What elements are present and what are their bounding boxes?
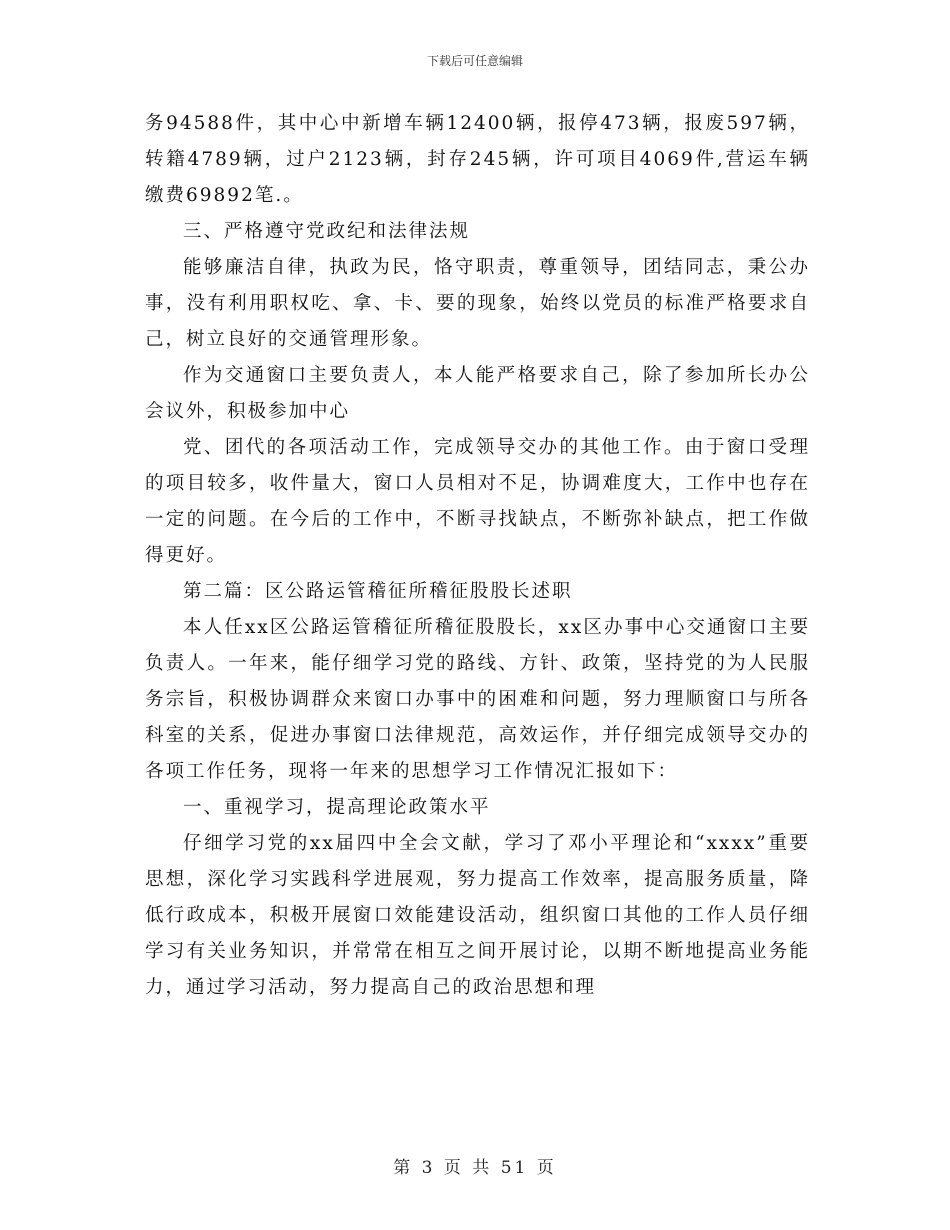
paragraph-introduction: 本人任xx区公路运管稽征所稽征股股长，xx区办事中心交通窗口主要负责人。一年来，能仔细学习党的路线、方针、政策，坚持党的为人民服务宗旨，积极协调群众来窗口办事中的困难和问题，努力理顺窗口与所各科室的关系，促进办事窗口法律规范，高效运作，并仔细完成领导交办的各项工作任务，现将一年来的思想学习工作情况汇报如下： [145, 617, 810, 782]
paragraph-study: 仔细学习党的xx届四中全会文献，学习了邓小平理论和“xxxx”重要思想，深化学习实践科学进展观，努力提高工作效率，提高服务质量，降低行政成本，积极开展窗口效能建设活动，组织窗口其他的工作人员仔细学习有关业务知识，并常常在相互之间开展讨论，以期不断地提高业务能力，通过学习活动，努力提高自己的政治思想和理 [145, 833, 810, 998]
chapter-heading-second: 第二篇：区公路运管稽征所稽征股股长述职 [183, 581, 573, 602]
section-heading-study: 一、重视学习，提高理论政策水平 [183, 797, 491, 818]
paragraph-responsibility: 作为交通窗口主要负责人，本人能严格要求自己，除了参加所长办公会议外，积极参加中心 [145, 365, 810, 422]
section-heading-discipline: 三、严格遵守党政纪和法律法规 [183, 221, 471, 242]
paragraph-continuation: 务94588件，其中心中新增车辆12400辆，报停473辆，报废597辆，转籍4789辆，过户2123辆，封存245辆，许可项目4069件,营运车辆缴费69892笔.。 [145, 113, 810, 206]
page-number: 第 3 页 共 51 页 [393, 1158, 557, 1178]
paragraph-activities: 党、团代的各项活动工作，完成领导交办的其他工作。由于窗口受理的项目较多，收件量大，窗口人员相对不足，协调难度大，工作中也存在一定的问题。在今后的工作中，不断寻找缺点，不断弥补缺点，把工作做得更好。 [145, 437, 810, 566]
document-body [145, 106, 810, 1006]
page-header: 下载后可任意编辑 [426, 54, 523, 68]
paragraph-integrity: 能够廉洁自律，执政为民，恪守职责，尊重领导，团结同志，秉公办事，没有利用职权吃、拿、卡、要的现象，始终以党员的标准严格要求自己，树立良好的交通管理形象。 [145, 257, 810, 350]
